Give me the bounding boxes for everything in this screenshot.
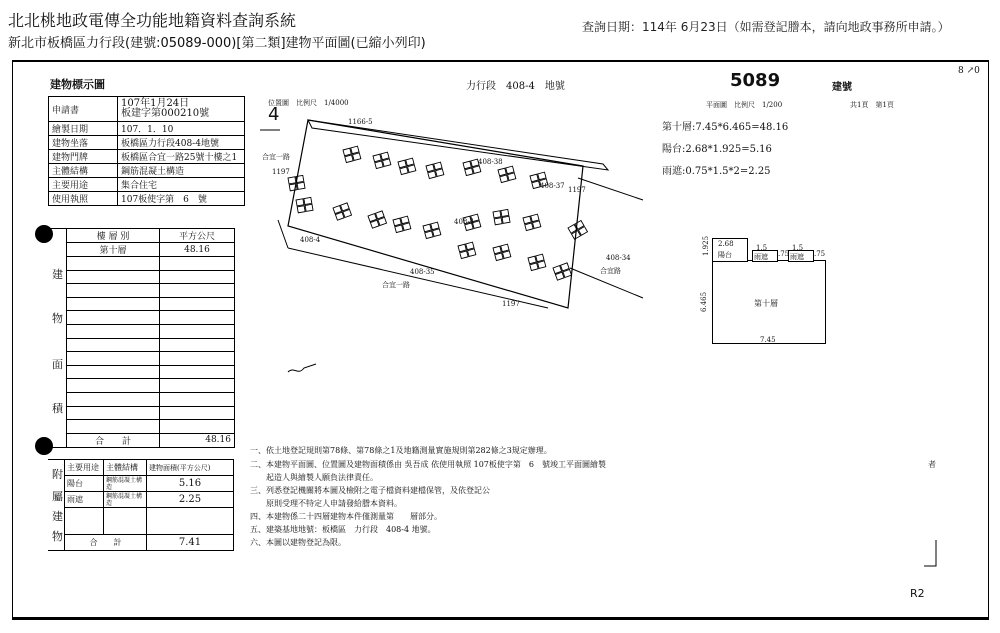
lot-label: 408-4 xyxy=(300,236,321,244)
lot-label: 408-4 xyxy=(454,218,475,226)
road-label: 合宜一路 xyxy=(382,281,410,289)
canopy-depth: .75 xyxy=(814,250,826,258)
col-sqm-header: 平方公尺 xyxy=(160,229,235,243)
side-char: 面 xyxy=(52,358,63,371)
floor-plan-label: 平面圖 比例尺 1/200 xyxy=(706,101,783,109)
side-char: 積 xyxy=(52,402,63,415)
canopy-label: 雨遮 xyxy=(754,253,768,261)
building-footprint xyxy=(343,146,361,162)
lot-label: 1197 xyxy=(568,186,586,194)
building-footprint xyxy=(553,263,572,280)
canopy-depth: .75 xyxy=(778,250,790,258)
attach-area: 5.16 xyxy=(147,476,234,492)
info-label: 繪製日期 xyxy=(49,122,118,136)
area-total: 48.16 xyxy=(160,433,235,447)
attach-total-row xyxy=(48,535,234,551)
attach-area: 2.25 xyxy=(147,492,234,508)
note-line: 六、本圖以建物登記為限。 xyxy=(250,538,346,547)
bracket-mark xyxy=(924,540,938,570)
building-footprint xyxy=(528,254,546,270)
note-line: 原則受理不特定人申請發給謄本資料。 xyxy=(250,499,402,508)
building-footprint xyxy=(423,222,441,238)
area-total-row xyxy=(48,433,235,447)
info-row xyxy=(49,164,245,178)
canopy-width: 1.5 xyxy=(756,244,768,252)
building-footprint xyxy=(568,221,587,240)
system-title: 北北桃地政電傳全功能地籍資料查詢系統 xyxy=(8,11,297,30)
attach-use: 陽台 xyxy=(65,476,104,492)
total-label: 合 計 xyxy=(67,433,160,447)
note-suffix: 者 xyxy=(928,460,936,469)
balcony-label: 陽台 xyxy=(718,251,732,259)
building-footprint xyxy=(523,214,541,230)
info-label: 主要用途 xyxy=(49,178,118,192)
section-label: 力行段 408-4 地號 xyxy=(466,81,565,92)
info-row xyxy=(49,150,245,164)
info-value: 集合住宅 xyxy=(118,178,245,192)
lot-label: 408-37 xyxy=(540,182,565,190)
info-value: 板橋區合宜一路25號十樓之1 xyxy=(118,150,245,164)
canopy-width: 1.5 xyxy=(792,244,804,252)
canopy-label: 雨遮 xyxy=(790,253,804,261)
page-count: 共1頁 第1頁 xyxy=(850,101,894,109)
info-label: 使用執照 xyxy=(49,192,118,206)
attach-struct: 鋼筋混凝土構造 xyxy=(104,492,147,508)
info-value: 107年1月24日 板建字第000210號 xyxy=(118,97,245,122)
note-line: 三、列悉登記機關將本圖及檢附之電子檔資料建檔保管，及依登記公 xyxy=(250,486,490,495)
attach-struct: 鋼筋混凝土構造 xyxy=(104,476,147,492)
side-char: 物 xyxy=(52,530,63,543)
building-footprint xyxy=(296,197,313,212)
info-value: 板橋區力行段408-4地號 xyxy=(118,136,245,150)
attach-total-label: 合 計 xyxy=(65,535,147,551)
side-char: 物 xyxy=(52,312,63,325)
attach-use: 雨遮 xyxy=(65,492,104,508)
building-footprint xyxy=(368,211,387,228)
building-footprint xyxy=(333,203,352,220)
building-word: 建號 xyxy=(832,82,852,93)
lot-label: 408-38 xyxy=(478,158,503,166)
building-footprint xyxy=(493,209,510,224)
info-label: 建物坐落 xyxy=(49,136,118,150)
building-area-table xyxy=(48,228,235,448)
note-line: 五、建築基地地號：板橋區 力行段 408-4 地號。 xyxy=(250,525,436,534)
attach-header: 主體結構 xyxy=(104,460,147,476)
side-char: 建 xyxy=(52,268,63,281)
floor-name: 第十層 xyxy=(67,243,160,257)
site-plan-drawing xyxy=(248,108,648,318)
building-footprint xyxy=(426,162,444,178)
info-row xyxy=(49,97,245,122)
form-title: 建物標示圖 xyxy=(50,78,105,91)
note-line: 二、本建物平面圖、位置圖及建物面積係由 吳吾成 依使用執照 107板使字第 6 號竣工平面圖繪製 xyxy=(250,460,606,469)
calc-line: 第十層:7.45*6.465=48.16 xyxy=(662,122,789,133)
road-label: 合宜路 xyxy=(600,267,621,275)
info-row xyxy=(49,178,245,192)
info-label: 主體結構 xyxy=(49,164,118,178)
building-footprint xyxy=(373,152,391,168)
lot-label: 408-34 xyxy=(606,254,631,262)
lot-label: 1197 xyxy=(272,168,290,176)
lot-label: 408-35 xyxy=(410,268,435,276)
calc-line: 陽台:2.68*1.925=5.16 xyxy=(662,144,772,155)
site-plan-label: 位置圖 比例尺 1/4000 xyxy=(268,99,349,107)
attach-row xyxy=(48,476,234,492)
building-footprint xyxy=(458,242,476,258)
lot-boundary xyxy=(288,120,583,308)
note-line: 一、依土地登記規則第78條、第78條之1及地籍測量實施規則第282條之3規定辦理。 xyxy=(250,446,552,455)
north-number: 4 xyxy=(268,104,280,125)
balcony-width: 2.68 xyxy=(718,240,734,248)
info-value: 107板使字第 6 號 xyxy=(118,192,245,206)
info-label: 建物門牌 xyxy=(49,150,118,164)
floor-label: 第十層 xyxy=(754,299,778,308)
info-value: 鋼筋混凝土構造 xyxy=(118,164,245,178)
side-char: 建 xyxy=(52,510,63,523)
attached-building-table xyxy=(48,459,234,551)
page-code: R2 xyxy=(910,587,925,600)
attach-total: 7.41 xyxy=(147,535,234,551)
attach-header: 主要用途 xyxy=(65,460,104,476)
pen-scribble xyxy=(286,360,326,380)
building-info-table xyxy=(48,96,245,206)
attach-header: 建物面積(平方公尺) xyxy=(147,460,234,476)
building-footprint xyxy=(398,158,416,174)
note-line: 起造人與繪製人願負法律責任。 xyxy=(250,473,378,482)
area-row xyxy=(48,243,235,257)
col-floor-header: 樓 層 別 xyxy=(67,229,160,243)
document-subtitle: 新北市板橋區力行段(建號:05089-000)[第二類]建物平面圖(已縮小列印) xyxy=(8,36,426,51)
lot-label: 1197 xyxy=(502,300,520,308)
info-row xyxy=(49,136,245,150)
info-value: 107．1．10 xyxy=(118,122,245,136)
attach-row xyxy=(48,492,234,508)
balcony-depth: 1.925 xyxy=(702,235,710,256)
info-row xyxy=(49,192,245,206)
road-label: 1166-5 xyxy=(348,118,373,126)
building-footprint xyxy=(493,244,511,260)
building-footprint xyxy=(498,166,516,182)
note-line: 四、本建物係二十四層建物本件僅測量第 層部分。 xyxy=(250,512,442,521)
calc-line: 雨遮:0.75*1.5*2=2.25 xyxy=(662,166,771,177)
building-footprint xyxy=(393,216,411,232)
building-number: 5089 xyxy=(730,70,781,91)
floor-width: 7.45 xyxy=(760,336,776,344)
side-char: 附 xyxy=(52,468,63,481)
info-label: 申請書 xyxy=(49,97,118,122)
side-char: 屬 xyxy=(52,490,63,503)
query-date: 查詢日期：114年 6月23日（如需登記謄本，請向地政事務所申請。） xyxy=(582,20,950,34)
floor-height: 6.465 xyxy=(700,291,708,312)
corner-mark: 8 ↗0 xyxy=(958,66,980,76)
floor-area: 48.16 xyxy=(160,243,235,257)
info-row xyxy=(49,122,245,136)
road-label: 合宜一路 xyxy=(262,153,290,161)
